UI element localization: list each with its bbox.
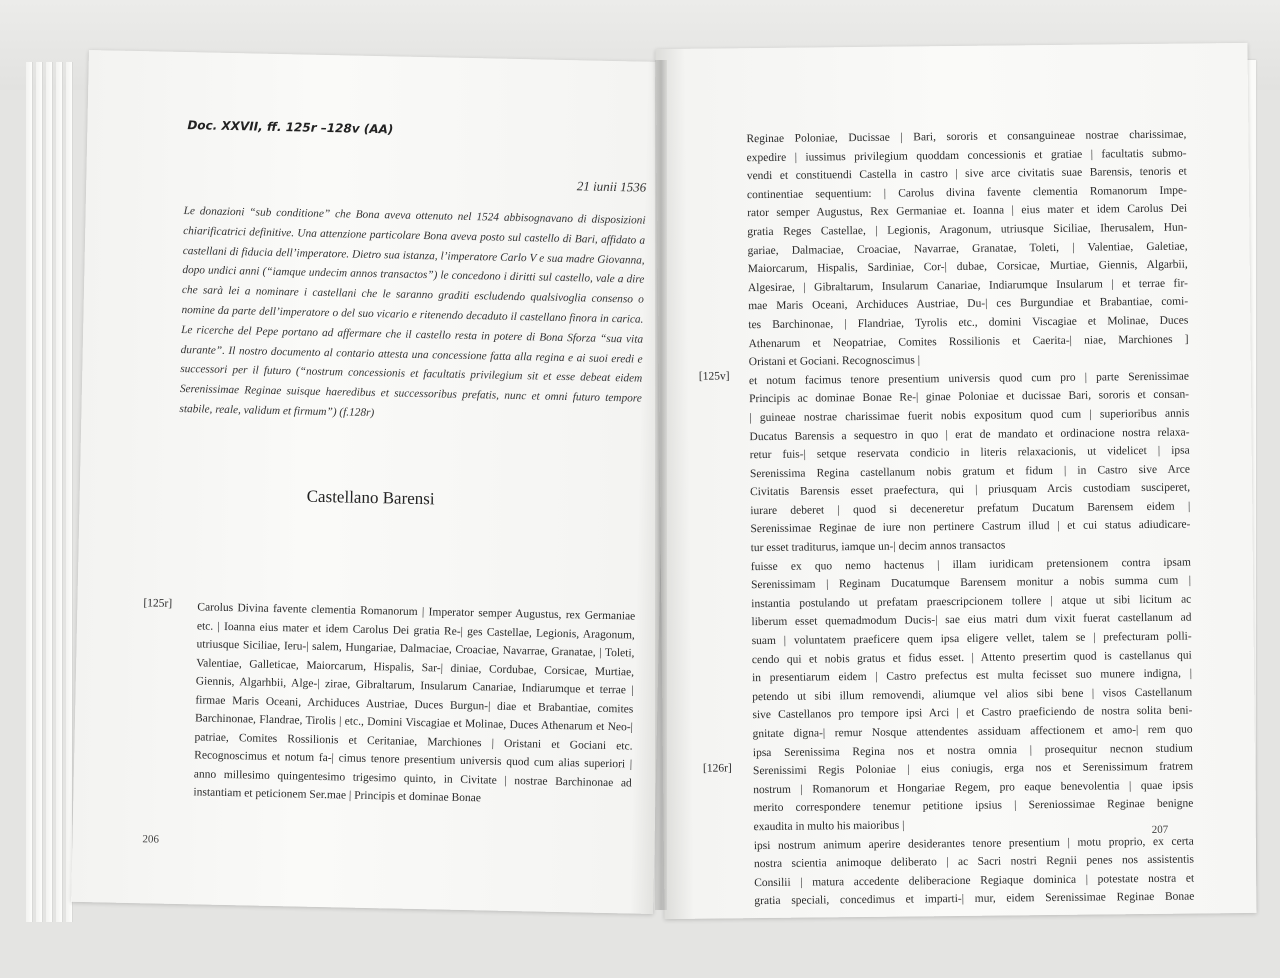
text-line: | guineae nostrae charissimae fuerit nobis expositum quod cum | superioribus annis [749,407,1190,425]
text-line: Serenissimam | Reginam Ducatumque Barensem monitur a nobis summa cum | [751,574,1192,592]
folio-mark: [125r] [143,597,173,610]
text-line: rator semper Augustus, Rex Germaniae et. Ioanna | eius mater et idem Carolus Dei [747,202,1188,220]
folio-mark: [125v] [698,370,730,383]
folio-mark: [126r] [702,762,732,775]
page-edge [66,62,73,922]
text-line: gariae, Dalmaciae, Croaciae, Navarrae, Granatae, Toleti, | Valentiae, Galetiae, [747,240,1188,257]
page-edge [46,62,53,922]
text-line: gratia Reges Castellae, | Legionis, Aragonum, utriusque Siciliae, Iherusalem, Hun- [747,221,1188,239]
text-line: cendo qui et nobis gratus et fidus esset. | Attento presertim quod is castellanus qui [751,649,1192,666]
doc-summary: Le donazioni “sub conditione” che Bona aveva ottenuto nel 1524 abbisognavano di disposizioni chiarificatrici definitive. Una attenzione particolare Bona aveva posto sul castello di Bari, affidato a castellani di fiducia dell’imperatore. Dietro sua istanza, l’imperatore Carlo V e sua madre Giovanna, dopo undici anni (“iamque undecim annos transactos”) le concedono i diritti sul castello, vale a dire che sarà lei a nominare i castellani che le saranno graditi escludendo qualsivoglia consenso o nomine da parte dell’imperatore o del suo vicario e ritenendo decaduto il castellano finora in carica. Le ricerche del Pepe portano ad affermare che il castello resta in potere di Bona Sforza “sua vita durante”. Il nostro documento al contario attesta una concessione fatta alla regina e ai suoi eredi e successori per il futuro (“nostrum concessionis et facultatis privilegium sit et esse debeat eidem Serenissimae Reginae suisque haeredibus et successoribus prefatis, nunc et omni futuro tempore stabile, reale, validum et firmum”) (f.128r) [179,205,646,420]
page-edge [36,62,43,922]
text-line: Algesirae, | Gibraltarum, Insularum Canariae, Indiarumque Insularum | et terrae fir- [747,277,1189,294]
text-line: instantia postulando ut prefatam praescripcionem tollere | atque ut sibi licitum ac [751,593,1192,610]
latin-text: Carolus Divina favente clementia Romanorum | Imperator semper Augustus, rex Germaniae etc. | Ioanna eius mater et idem Carolus Dei gratia Re-| ges Castellae, Legionis, Aragonum, utriusque Siciliae, Ieru-| salem, Hungariae, Dalmaciae, Croaciae, Navarrae, Granatae, | Toleti, Valentiae, Galleticae, Maiorcarum, Hispalis, Sar-| diniae, Cordubae, Corsicae, Murtiae, Giennis, Algarhbii, Alge-| zirae, Gibraltarum, Insularum Canariae, Indiarumque et terrae | firmae Maris Oceani, Archiduces Austriae, Duces Burgun-| diae et Brabantiae, comites Barchinonae, Flandrae, Tirolis | etc., Domini Viscagiae et Molinae, Duces Athenarum et Neo-| patriae, Comites Rossilionis et Ceritaniae, Marchiones | Oristani et Gociani etc. Recognoscimus et notum fa-| cimus tenore presentium universis quod cum alias superiori | anno millesimo quingentesimo trigesimo quinto, in Civitate | nostrae Barchinonae ad instantiam et peticionem Ser.mae | Principis et dominae Bonae [193,601,636,805]
text-line: Oristani et Gociani. Recognoscimus | [748,354,921,369]
doc-header: Doc. XXVII, ff. 125r –128v (AA) [187,118,394,137]
page-edge [56,62,63,922]
right-page [655,43,1256,919]
book-gutter [655,60,667,910]
text-line: tur esset traditurus, iamque un-| decim annos transactos [750,539,1006,555]
text-line: Serenissimae Reginae de iure non pertinere Castrum illud | et cui status adiudicare- [750,519,1191,536]
text-line: Principis ac dominae Bonae Re-| ginae Poloniae et ducissae Bari, sororis et consan- [749,388,1190,406]
text-line: Athenarum et Neopatriae, Comites Rossilionis et Caerita-| niae, Marchiones ] [748,333,1189,350]
text-line: vendi et constituendi Castella in castro | sive arce civitatis suae Barensis, tenoris et [746,165,1187,183]
text-line: exaudita in multo his maioribus | [753,819,905,834]
text-line: expedire | iussimus privilegium quoddam concessionis et gratiae | facultatis submo- [746,147,1187,164]
text-line: merito correspondere tenemur petitione ipsius | Sereniossimae Reginae benigne [753,797,1194,815]
text-line: ipsa Serenissima Regina nos et nostra omnia | prosequitur necnon studium [752,742,1193,759]
text-line: Serenissima Regina castellanum nobis gratum et fidum | in Castro sive Arce [749,463,1190,480]
doc-date: 21 iunii 1536 [576,178,647,195]
latin-text [746,126,1194,912]
text-line: Reginae Poloniae, Ducissae | Bari, sororis et consanguineae nostrae charissimae, [746,128,1187,146]
section-title: Castellano Barensi [306,486,435,509]
text-line: continentiae sequentium: | Carolus divina favente clementia Romanorum Impe- [746,184,1188,201]
text-line: liberum esset quemadmodum Ducis-| sae eius matri dum vixit fuerat castellanum ad [751,611,1192,629]
left-page [71,50,671,914]
text-line: retur fuis-| setque reservata condicio in literis relaxacionis, ut videlicet | ipsa [749,444,1190,462]
text-line: ipsi nostrum animum aperire desiderantes tenore presentium | motu proprio, ex certa [753,835,1194,852]
text-line: sive Castellanos pro tempore ipsi Arci | et Castro praeficiendo de nostra solita beni- [752,704,1193,722]
text-line: fuisse ex quo nemo hactenus | illam iuridicam pretensionem contra ipsam [750,556,1191,573]
text-line: Maiorcarum, Hispalis, Sardiniae, Cor-| dubae, Corsicae, Murtiae, Giennis, Algarbii, [747,258,1188,276]
text-line: iurare deberet | quod si deceneretur prefatum Ducatum Barensem eidem | [750,500,1191,518]
text-line: nostra scientia animoque deliberato | ac Sacri nostri Regnii penes nos assistentis [753,853,1195,871]
text-line: mae Maris Oceani, Archiduces Austriae, Du-| ces Burgundiae et Brabantiae, comi- [748,295,1189,313]
text-line: suam | voluntatem praeficere quem ipsa eligere vellet, talem se | prefecturam polli- [751,630,1192,648]
text-line: in presentiarum eidem | Castro prefectus est multa fecisset suo munere indigna, | [751,667,1193,685]
page-number: 206 [142,833,160,846]
text-line: Civitatis Barensis esset praefectura, qui | priusquam Arcis custodiam susciperet, [750,481,1191,499]
page-number: 207 [1151,823,1169,836]
text-line: gratia speciali, concedimus et imparti-| mur, eidem Serenissimae Reginae Bonae [754,890,1195,908]
text-line: et notum facimus tenore presentium universis quod cum pro | parte Serenissimae [748,370,1189,387]
text-line: gnitate digna-| remur Nosque attendentes assiduam affectionem et amo-| rem quo [752,723,1193,741]
text-line: Consilii | matura accedente deliberacione Regiaque dominica | potestate nostra et [754,872,1195,889]
text-line: Serenissimi Regis Poloniae | eius coniugis, erga nos et Serenissimum fratrem [752,760,1194,778]
text-line: petendo ut sibi illum removendi, aliumque vel alios sibi bene | visos Castellanum [752,686,1193,703]
text-line: nostrum | Romanorum et Hongariae Regem, pro eaque benevolentia | quae ipsis [753,779,1194,796]
text-line: tes Barchinonae, | Flandriae, Tyrolis etc., domini Viscagiae et Molinae, Duces [748,314,1189,332]
page-edge [26,62,33,922]
text-line: Ducatus Barensis a sequestro in quo | erat de mandato et ordinacione nostra relaxa- [749,426,1190,443]
